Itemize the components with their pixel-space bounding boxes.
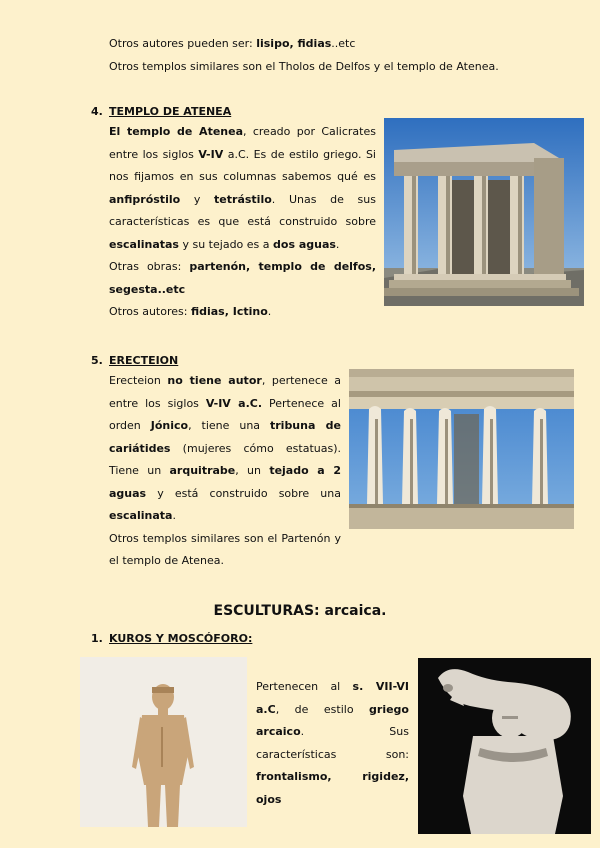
- kuros-illustration: [80, 657, 247, 827]
- templo-atenea-paragraph: El templo de Atenea, creado por Calicrates entre los siglos V-IV a.C. Es de estilo griego. Si nos fijamos en sus columnas sabemos qué es anfipróstilo y tetrástilo. Unas de sus características es que está construido sobre escalinatas y su tejado es a dos aguas. Otras obras: partenón, templo de delfos, segesta..etc Otros autores: fidias, Ictino.: [109, 125, 377, 318]
- templo-atenea-illustration: [384, 118, 584, 306]
- templo-atenea-photo: [384, 118, 584, 306]
- erecteion-paragraph: Erecteion no tiene autor, pertenece a entre los siglos V-IV a.C. Pertenece al orden Jónico, tiene una tribuna de cariátides (mujeres cómo estatuas). Tiene un arquitrabe, un tejado a 2 aguas y está construido sobre una escalinata. Otros templos similares son el Partenón y el templo de Atenea.: [109, 374, 342, 567]
- kuros-paragraph: Pertenecen al s. VII-VI a.C, de estilo griego arcaico. Sus características son: frontalismo, rigidez, ojos: [256, 680, 409, 806]
- section-title-esculturas: ESCULTURAS: arcaica.: [213, 603, 387, 619]
- intro-line-2: Otros templos similares son el Tholos de Delfos y el templo de Atenea.: [109, 60, 499, 73]
- section-heading-templo-atenea: 4. TEMPLO DE ATENEA: [91, 105, 232, 118]
- kuros-photo: [80, 657, 247, 827]
- section-heading-erecteion: 5. ERECTEION: [91, 354, 179, 367]
- section-heading-kuros: 1. KUROS Y MOSCÓFORO:: [91, 632, 253, 645]
- moscoforo-photo: [418, 658, 591, 834]
- moscoforo-illustration: [418, 658, 591, 834]
- intro-line-1: Otros autores pueden ser: lisipo, fidias..etc: [109, 37, 356, 50]
- erecteion-illustration: [349, 369, 574, 529]
- erecteion-photo: [349, 369, 574, 529]
